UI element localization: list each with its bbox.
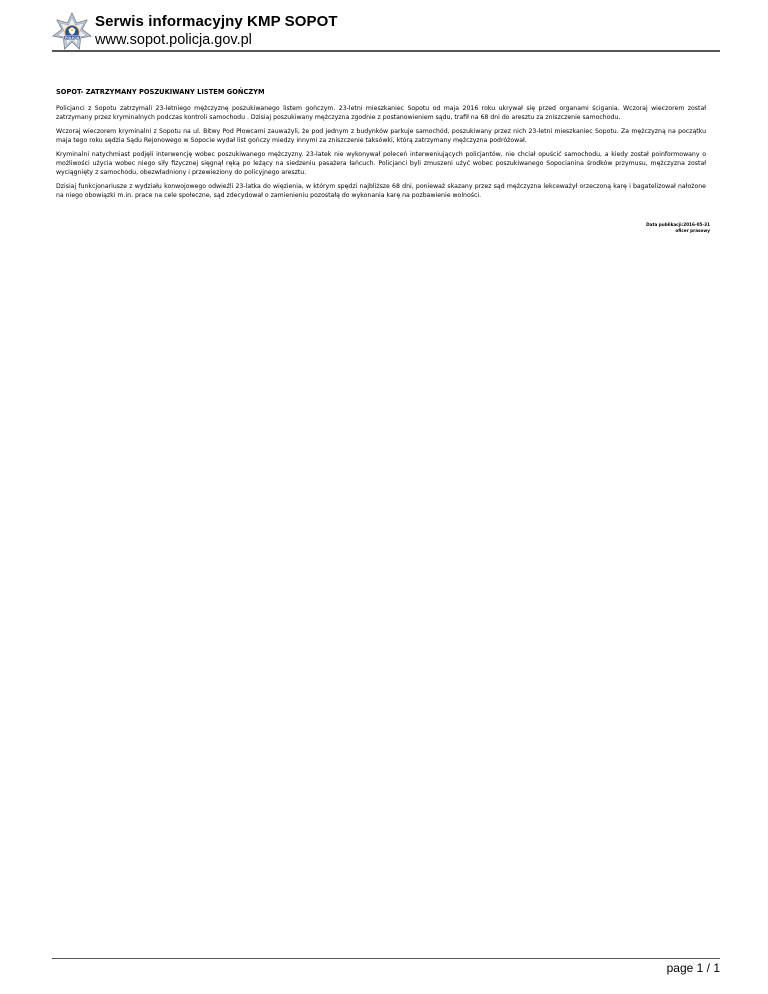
publication-meta — [646, 222, 710, 233]
page-header — [52, 10, 720, 54]
article-title: SOPOT- ZATRZYMANY POSZUKIWANY LISTEM GOŃCZYM — [56, 88, 265, 96]
article-paragraph-1: Policjanci z Sopotu zatrzymali 23-letniego mężczyznę poszukiwanego listem gończym. 23-letni mieszkaniec Sopotu od maja 2016 roku ukrywał się przed organami ścigania. Wczoraj wieczorem został zatrzymany przez kryminalnych podczas kontroli samochodu . Dzisiaj poszukiwany mężczyzna zgodnie z postanowieniem sądu, trafił na 68 dni do aresztu za zniszczenie samochodu. — [56, 105, 706, 121]
site-url: www.sopot.policja.gov.pl — [95, 32, 252, 48]
header-divider — [52, 50, 720, 52]
publication-author: oficer prasowy — [675, 227, 710, 233]
article-paragraph-3: Kryminalni natychmiast podjęli interwencję wobec poszukiwanego mężczyzny. 23-latek nie wykonywał poleceń interweniujących policjantów, nie chciał opuścić samochodu, a kiedy został poinformowany o możliwości użycia wobec niego siły fizycznej sięgnął ręką po leżący na siedzeniu pasażera łańcuch. Policjanci byli zmuszeni użyć wobec poszukiwanego Sopocianina środków przymusu, mężczyzna został wyciągnięty z samochodu, obezwładniony i przewieziony do policyjnego aresztu. — [56, 151, 706, 176]
article — [56, 88, 706, 206]
logo-text: POLICJA — [64, 35, 80, 40]
site-title: Serwis informacyjny KMP SOPOT — [95, 13, 338, 30]
publication-date: Data publikacji:2016-05-31 — [646, 222, 710, 227]
article-paragraph-2: Wczoraj wieczorem kryminalni z Sopotu na ul. Bitwy Pod Płowcami zauważyli, że pod jednym z budynków parkuje samochód, poszukiwany przez nich 23-letni mieszkaniec Sopotu. Za mężczyzną na początku maja tego roku sędzia Sądu Rejonowego w Sopocie wydał list gończy miedzy innymi za zniszczenie taksówki, którą zatrzymany mężczyzna podróżował. — [56, 128, 706, 144]
page-number: page 1 / 1 — [666, 961, 720, 975]
footer-divider — [52, 958, 720, 959]
article-paragraph-4: Dzisiaj funkcjonariusze z wydziału konwojowego odwieźli 23-latka do więzienia, w którym spędzi najbliższe 68 dni, ponieważ skazany przez sąd mężczyzna lekceważył orzeczoną karę i bagatelizował nałożone na niego obowiązki m.in. prace na cele społeczne, sąd zdecydował o zamienieniu pozostałą do wykonania karę na pozbawienie wolności. — [56, 183, 706, 199]
police-star-logo-icon — [52, 12, 92, 52]
